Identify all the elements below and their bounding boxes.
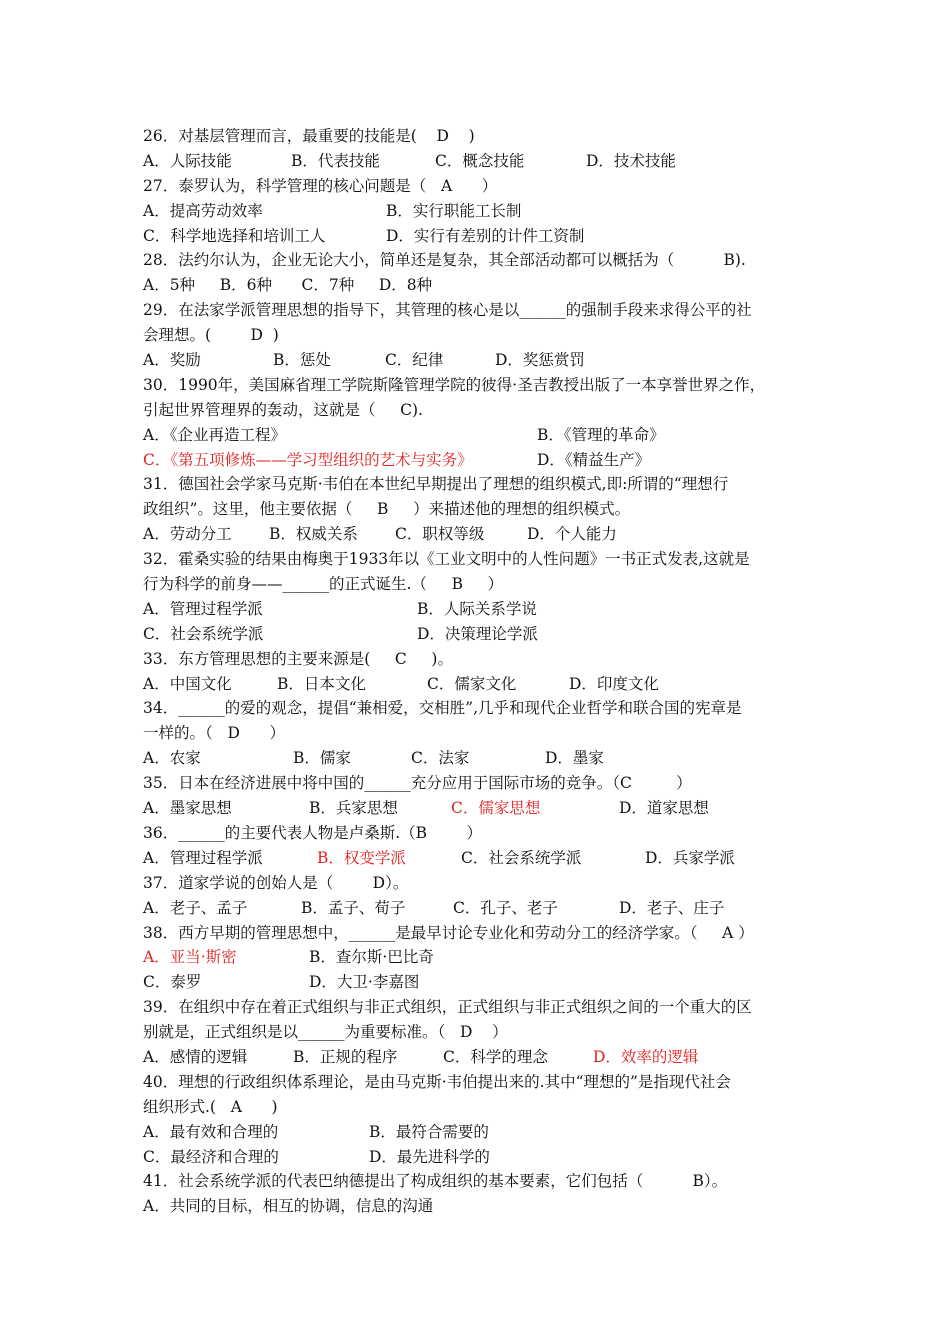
options-line [143,1045,823,1070]
question-text-line: 32．霍桑实验的结果由梅奥于1933年以《工业文明中的人性问题》一书正式发表,这就是 [143,550,750,569]
question-text-line: 行为科学的前身——______的正式诞生.（ B ） [143,575,504,594]
options-line [143,597,823,622]
answer-option: A．老子、孟子 [143,898,248,917]
answer-option: B．代表技能 [291,151,380,170]
options-line [143,522,823,547]
answer-option: D．大卫·李嘉图 [309,973,420,992]
question-text-line: 一样的。（ D ） [143,724,286,743]
question-text-line: 会理想。( D ) [143,326,279,345]
answer-option: B．权威关系 [269,525,358,544]
question-text-line: 政组织”。这里，他主要依据（ B ）来描述他的理想的组织模式。 [143,500,631,519]
answer-option: D．印度文化 [569,674,659,693]
answer-option: C．社会系统学派 [143,624,264,643]
answer-option: B．实行职能工长制 [386,201,522,220]
options-line [143,945,823,970]
answer-option: C．法家 [411,749,470,768]
options-line [143,1145,823,1170]
question-text-line: 38．西方早期的管理思想中，______是最早讨论专业化和劳动分工的经济学家。（ A ） [143,923,754,942]
answer-option: A．墨家思想 [143,799,232,818]
answer-option: B．儒家 [293,749,351,768]
question-text-line: 37．道家学说的创始人是（ D）。 [143,873,409,892]
answer-option-highlighted: A．亚当·斯密 [143,948,237,967]
answer-option: C．概念技能 [435,151,525,170]
answer-option: D．技术技能 [586,151,676,170]
question-text-line: 29．在法家学派管理思想的指导下，其管理的核心是以______的强制手段来求得公平的社 [143,301,752,320]
answer-option: A．奖励 [143,351,201,370]
answer-option: C．科学的理念 [443,1047,548,1066]
answer-option: B．孟子、荀子 [301,898,406,917]
options-line [143,423,823,448]
answer-option-highlighted: C．儒家思想 [451,799,541,818]
answer-option: B．人际关系学说 [417,599,537,618]
options-line [143,448,823,473]
answer-option: A．《企业再造工程》 [143,425,286,444]
options-line [143,970,823,995]
question-text-line: 28．法约尔认为，企业无论大小，简单还是复杂，其全部活动都可以概括为（ B). [143,251,746,270]
answer-option: B．《管理的革命》 [537,425,665,444]
question-text-line: 41．社会系统学派的代表巴纳德提出了构成组织的基本要素，它们包括（ B）。 [143,1172,728,1191]
answer-option: D．个人能力 [527,525,617,544]
answer-option-highlighted: D．效率的逻辑 [593,1047,699,1066]
question-text-line: 引起世界管理界的轰动，这就是（ C). [143,400,423,419]
answer-option: B．正规的程序 [293,1047,398,1066]
answer-option: D．《精益生产》 [537,450,651,469]
options-line [143,199,823,224]
answer-option: B．兵家思想 [309,799,398,818]
answer-option: A．人际技能 [143,151,232,170]
answer-option: A．最有效和合理的 [143,1122,279,1141]
answer-option: A．管理过程学派 [143,599,263,618]
question-text-line: 35．日本在经济进展中将中国的______充分应用于国际市场的竞争。（C ） [143,774,692,793]
answer-option: D．道家思想 [619,799,709,818]
answer-option: D．老子、庄子 [619,898,725,917]
answer-option: C．泰罗 [143,973,202,992]
question-text-line: 33．东方管理思想的主要来源是( C )。 [143,649,453,668]
answer-option: D．实行有差别的计件工资制 [386,226,585,245]
answer-option: A．感情的逻辑 [143,1047,248,1066]
answer-option: C．儒家文化 [427,674,517,693]
question-text-line: 27．泰罗认为，科学管理的核心问题是（ A ） [143,176,498,195]
question-text-line: 26．对基层管理而言，最重要的技能是( D ) [143,127,475,145]
options-line [143,672,823,697]
question-text-line: A．共同的目标，相互的协调，信息的沟通 [143,1197,434,1216]
question-text-line: 40．理想的行政组织体系理论，是由马克斯·韦伯提出来的.其中“理想的”是指现代社会 [143,1072,731,1091]
answer-option: A．劳动分工 [143,525,232,544]
answer-option: B．查尔斯·巴比奇 [309,948,434,967]
question-text-line: 31．德国社会学家马克斯·韦伯在本世纪早期提出了理想的组织模式,即:所谓的“理想行 [143,475,729,494]
answer-option: D．奖惩赏罚 [495,351,585,370]
answer-option: D．最先进科学的 [369,1147,490,1166]
question-list [143,124,823,1219]
answer-option: C．社会系统学派 [461,848,582,867]
answer-option: D．兵家学派 [645,848,735,867]
question-text-line: 别就是，正式组织是以______为重要标准。（ D ） [143,1023,508,1042]
options-line [143,896,823,921]
answer-option: C．纪律 [385,351,444,370]
options-line [143,622,823,647]
question-text-line: 39．在组织中存在着正式组织与非正式组织，正式组织与非正式组织之间的一个重大的区 [143,998,752,1017]
options-line [143,846,823,871]
answer-option: D．墨家 [545,749,604,768]
answer-option-highlighted: B．权变学派 [317,848,406,867]
question-text-line: 组织形式.( A ) [143,1097,278,1116]
answer-option: A．提高劳动效率 [143,201,263,220]
answer-option: A．中国文化 [143,674,232,693]
question-text-line: 36．______的主要代表人物是卢桑斯.（B ） [143,823,482,842]
answer-option: C．职权等级 [395,525,485,544]
answer-option: C．最经济和合理的 [143,1147,279,1166]
answer-option: B．惩处 [273,351,331,370]
answer-option: B．日本文化 [277,674,366,693]
answer-option: C．科学地选择和培训工人 [143,226,326,245]
question-text-line: 30．1990年，美国麻省理工学院斯隆管理学院的彼得·圣吉教授出版了一本享誉世界之作， [143,375,766,394]
answer-option: A．农家 [143,749,201,768]
question-text-line: 34．______的爱的观念，提倡“兼相爱，交相胜”,几乎和现代企业哲学和联合国的宪章是 [143,699,742,718]
answer-option: B．最符合需要的 [369,1122,489,1141]
question-text-line: A．5种 B．6种 C．7种 D．8种 [143,276,433,295]
options-line [143,1120,823,1145]
options-line [143,796,823,821]
answer-option: C．孔子、老子 [453,898,558,917]
options-line [143,348,823,373]
options-line [143,224,823,249]
options-line [143,746,823,771]
answer-option: A．管理过程学派 [143,848,263,867]
answer-option-highlighted: C．《第五项修炼——学习型组织的艺术与实务》 [143,450,473,469]
answer-option: D．决策理论学派 [417,624,538,643]
options-line [143,149,823,174]
